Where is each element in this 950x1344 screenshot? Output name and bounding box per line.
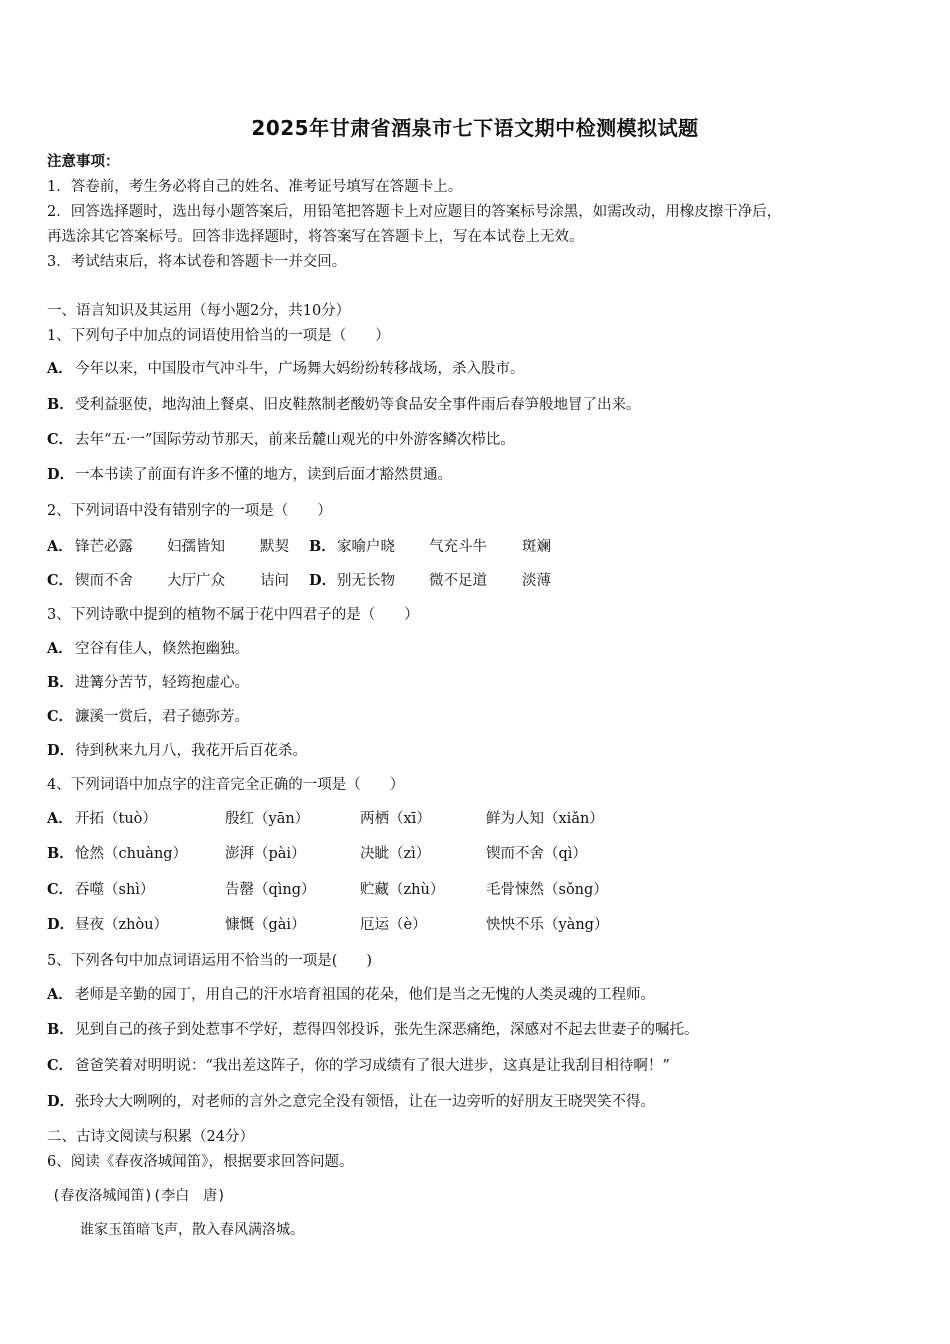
option-text: 待到秋来九月八，我花开后百花杀。 — [75, 743, 307, 759]
option-letter: C． — [47, 1057, 74, 1074]
option-text: 张玲大大咧咧的，对老师的言外之意完全没有领悟，让在一边旁听的好朋友王晓哭笑不得。 — [75, 1094, 655, 1110]
option-letter: B． — [47, 845, 74, 862]
option-text: 老师是辛勤的园丁，用自己的汗水培育祖国的花朵，他们是当之无愧的人类灵魂的工程师。 — [75, 987, 655, 1003]
option-row — [47, 1020, 699, 1040]
option-row — [47, 985, 655, 1005]
section-heading: 一、语言知识及其运用（每小题2分，共10分） — [47, 303, 351, 319]
word: 鲜为人知（xiǎn） — [486, 811, 604, 827]
word: 贮藏（zhù） — [360, 882, 445, 898]
option-row — [47, 359, 525, 379]
option-letter: D． — [47, 1093, 75, 1110]
page-title: 2025年甘肃省酒泉市七下语文期中检测模拟试题 — [251, 116, 699, 140]
word: 吞噬（shì） — [75, 882, 155, 898]
word: 厄运（è） — [360, 917, 427, 933]
option-text: 今年以来，中国股市气冲斗牛，广场舞大妈纷纷转移战场，杀入股市。 — [75, 361, 525, 377]
section-heading: 二、古诗文阅读与积累（24分） — [47, 1129, 254, 1145]
option-letter: A． — [47, 360, 73, 377]
question-stem: 2、下列词语中没有错别字的一项是（ ） — [47, 503, 332, 519]
option-letter: D． — [309, 572, 337, 589]
option-letter: D． — [47, 916, 75, 933]
word: 家喻户晓 — [337, 539, 395, 555]
notice-heading: 注意事项： — [47, 153, 120, 170]
word: 锲而不舍 — [75, 573, 133, 589]
notice-item: 2．回答选择题时，选出每小题答案后，用铅笔把答题卡上对应题目的答案标号涂黑，如需改动，用橡皮擦干净后， — [47, 204, 782, 220]
word: 大厅广众 — [167, 573, 225, 589]
option-text: 见到自己的孩子到处惹事不学好，惹得四邻投诉，张先生深恶痛绝，深感对不起去世妻子的嘱托。 — [75, 1022, 699, 1038]
word: 怏怏不乐（yàng） — [486, 917, 609, 933]
word: 锋芒必露 — [75, 539, 133, 555]
option-letter: C． — [47, 708, 74, 725]
option-letter: B． — [309, 538, 336, 555]
option-letter: B． — [47, 674, 74, 691]
option-row — [47, 465, 452, 485]
option-letter: A． — [47, 986, 73, 1003]
notice-item: 3．考试结束后，将本试卷和答题卡一并交回。 — [47, 254, 347, 270]
option-row — [47, 1056, 670, 1076]
option-letter: D． — [47, 466, 75, 483]
word: 微不足道 — [429, 573, 487, 589]
word: 默契 — [260, 539, 289, 555]
option-row — [47, 673, 249, 693]
notice-item: 再选涂其它答案标号。回答非选择题时，将答案写在答题卡上，写在本试卷上无效。 — [47, 229, 584, 245]
option-text: 一本书读了前面有许多不懂的地方，读到后面才豁然贯通。 — [75, 467, 452, 483]
word: 毛骨悚然（sǒng） — [486, 882, 608, 898]
word: 决眦（zì） — [360, 846, 431, 862]
poem-title: (春夜洛城闻笛)(李白 唐) — [52, 1188, 226, 1204]
option-row — [47, 1092, 655, 1112]
option-text: 受利益驱使，地沟油上餐桌、旧皮鞋熬制老酸奶等食品安全事件雨后春笋般地冒了出来。 — [75, 397, 641, 413]
notice-item: 1．答卷前，考生务必将自己的姓名、准考证号填写在答题卡上。 — [47, 179, 463, 195]
option-letter: C． — [47, 431, 74, 448]
option-row — [47, 430, 515, 450]
option-letter: A． — [47, 640, 73, 657]
word: 昼夜（zhòu） — [75, 917, 169, 933]
word: 告罄（qìng） — [225, 882, 316, 898]
option-letter: D． — [47, 742, 75, 759]
word: 两栖（xī） — [360, 811, 431, 827]
option-letter: B． — [47, 396, 74, 413]
option-row — [47, 395, 641, 415]
word: 殷红（yān） — [225, 811, 310, 827]
option-text: 进篝分苦节，轻筠抱虚心。 — [75, 675, 249, 691]
option-letter: B． — [47, 1021, 74, 1038]
word: 别无长物 — [337, 573, 395, 589]
option-letter: A． — [47, 538, 73, 555]
option-text: 去年“五·一”国际劳动节那天，前来岳麓山观光的中外游客鳞次栉比。 — [75, 432, 515, 448]
word: 锲而不舍（qì） — [486, 846, 587, 862]
word: 澎湃（pài） — [225, 846, 306, 862]
option-row — [47, 639, 249, 659]
option-text: 爸爸笑着对明明说：“我出差这阵子，你的学习成绩有了很大进步，这真是让我刮目相待啊！” — [75, 1058, 670, 1074]
option-letter: C． — [47, 572, 74, 589]
word: 开拓（tuò） — [75, 811, 157, 827]
word: 慷慨（gài） — [225, 917, 306, 933]
word: 淡薄 — [522, 573, 551, 589]
question-stem: 5、下列各句中加点词语运用不恰当的一项是( ) — [47, 953, 373, 969]
word: 诘问 — [260, 573, 289, 589]
option-letter: C． — [47, 881, 74, 898]
question-stem: 3、下列诗歌中提到的植物不属于花中四君子的是（ ） — [47, 607, 419, 623]
question-stem: 1、下列句子中加点的词语使用恰当的一项是（ ） — [47, 328, 390, 344]
option-text: 濂溪一赏后，君子德弥芳。 — [75, 709, 249, 725]
option-row — [47, 707, 249, 727]
question-stem: 4、下列词语中加点字的注音完全正确的一项是（ ） — [47, 777, 405, 793]
option-letter: A． — [47, 810, 73, 827]
question-stem: 6、阅读《春夜洛城闻笛》，根据要求回答问题。 — [47, 1154, 354, 1170]
option-text: 空谷有佳人，倏然抱幽独。 — [75, 641, 249, 657]
word: 怆然（chuàng） — [75, 846, 188, 862]
word: 妇孺皆知 — [167, 539, 225, 555]
poem-line: 谁家玉笛暗飞声，散入春风满洛城。 — [80, 1222, 304, 1238]
option-row — [47, 741, 307, 761]
word: 斑斓 — [522, 539, 551, 555]
word: 气充斗牛 — [429, 539, 487, 555]
